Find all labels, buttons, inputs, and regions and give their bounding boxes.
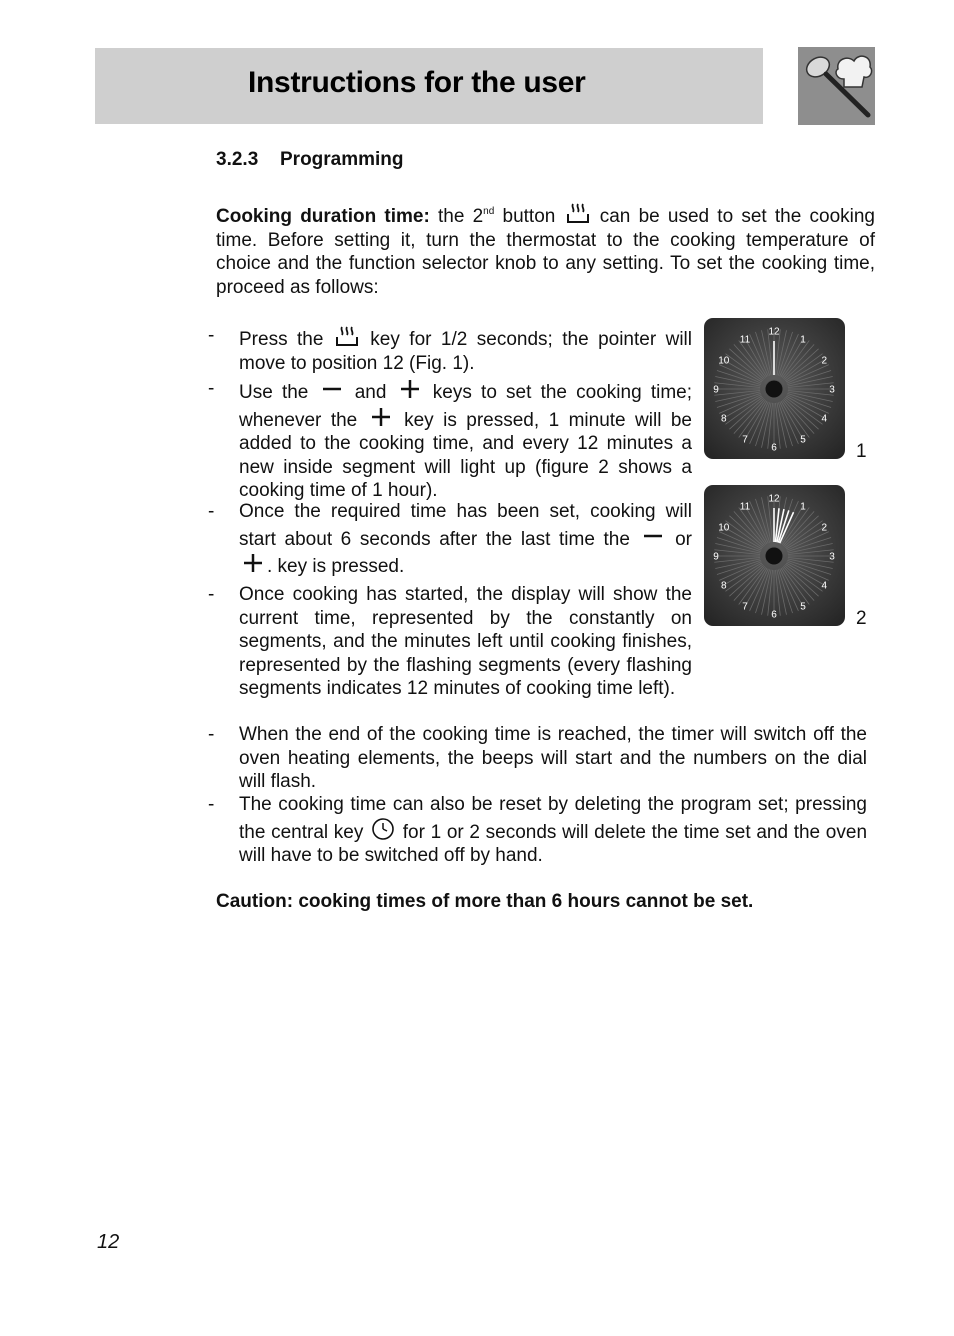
ordinal-suffix: nd xyxy=(483,206,495,217)
list-item xyxy=(208,793,868,868)
dial-segment xyxy=(788,557,834,562)
list-item xyxy=(208,583,692,701)
dial-number: 5 xyxy=(800,601,806,613)
dial-segment xyxy=(782,340,809,377)
minus-icon xyxy=(641,524,665,548)
dial-segment xyxy=(788,559,833,569)
dial-number: 1 xyxy=(800,334,806,346)
intro-paragraph xyxy=(216,201,875,299)
dial-segment xyxy=(785,354,822,381)
item-text: Press the xyxy=(239,329,333,350)
item-text: for 1 or 2 seconds will delete the time set and the oven will have to be switched off by hand. xyxy=(239,821,868,866)
intro-text: the 2 xyxy=(429,206,484,227)
item-text: When the end of the cooking time is reached, the timer will switch off the oven heating elements, the beeps will start and the numbers on the dial will flash. xyxy=(239,724,867,792)
item-text: Once cooking has started, the display will show the current time, represented by the constantly on segments, and the minutes left until cooking finishes, represented by the flashing segments (every flashing segments indicates 12 minutes of cooking time left). xyxy=(239,584,692,699)
item-text: or xyxy=(666,528,692,550)
dial-number: 3 xyxy=(829,384,835,396)
dial-number: 8 xyxy=(720,580,727,592)
figure-label: 1 xyxy=(856,441,867,462)
dial-segment xyxy=(725,564,762,591)
list-dash: - xyxy=(208,378,215,399)
plus-icon xyxy=(369,405,393,429)
figure-label: 2 xyxy=(856,608,867,629)
dial-segment xyxy=(714,390,760,395)
dial-number: 1 xyxy=(800,501,806,513)
dial-segment xyxy=(785,564,822,591)
list-item xyxy=(208,723,867,794)
page-title: Instructions for the user xyxy=(248,66,586,99)
list-item xyxy=(208,324,692,375)
timer-dial-figure-1 xyxy=(704,318,845,459)
dial-number: 10 xyxy=(718,355,730,367)
intro-text: can be used to set the cooking time. Before setting it, turn the thermostat to the cooking temperature of choice and the function selector knob to any setting. To set the cooking time, proceed as follows: xyxy=(216,206,875,298)
dial-segment xyxy=(715,377,760,387)
intro-text: button xyxy=(494,206,564,227)
list-item xyxy=(208,500,692,579)
dial-segment xyxy=(739,567,766,604)
item-text: . key is pressed. xyxy=(267,556,405,577)
list-item xyxy=(208,377,693,503)
minus-icon xyxy=(320,377,344,401)
timer-dial-figure-2 xyxy=(704,485,845,626)
item-text: The cooking time can also be reset by deleting the program set; pressing the central key xyxy=(239,794,867,843)
dial-segment xyxy=(762,570,772,615)
dial-segment xyxy=(725,397,762,424)
item-text: Once the required time has been set, cooking will start about 6 seconds after the last time the xyxy=(239,501,692,550)
dial-segment xyxy=(788,390,834,395)
dial-segment xyxy=(785,521,822,548)
dial-number: 9 xyxy=(713,384,719,396)
dial-number: 10 xyxy=(718,522,730,534)
dial-segment xyxy=(777,570,787,615)
list-dash: - xyxy=(208,724,215,745)
dial-number: 2 xyxy=(821,355,828,367)
dial-segment xyxy=(715,559,760,569)
item-text: Use the xyxy=(239,382,318,403)
dial-segment xyxy=(782,567,809,604)
dial-segment xyxy=(714,550,760,555)
dial-segment xyxy=(788,550,834,555)
dial-number: 8 xyxy=(720,413,727,425)
plus-icon xyxy=(398,377,422,401)
dial-number: 12 xyxy=(768,493,780,505)
page-number: 12 xyxy=(97,1231,120,1253)
dial-segment xyxy=(788,377,833,387)
section-title: Programming xyxy=(280,149,404,170)
dial-segment xyxy=(739,507,766,544)
item-text: keys to set the cooking time; whenever the xyxy=(239,382,693,431)
section-heading xyxy=(216,149,404,171)
cooking-duration-icon xyxy=(335,324,359,348)
dial-number: 11 xyxy=(739,334,751,346)
item-text: and xyxy=(345,382,396,403)
dial-number: 6 xyxy=(771,442,777,454)
dial-number: 6 xyxy=(771,609,777,621)
dial-number: 2 xyxy=(821,522,828,534)
dial-segment xyxy=(762,403,772,448)
item-text: key is pressed, 1 minute will be added to the cooking time, and every 12 minutes a new inside segment will light up (figure 2 shows a cooking time of 1 hour). xyxy=(239,409,692,501)
dial-segment xyxy=(739,400,766,437)
timer-dial-svg xyxy=(704,318,845,459)
dial-segment xyxy=(788,392,833,402)
list-dash: - xyxy=(208,501,215,522)
dial-number: 4 xyxy=(821,413,828,425)
dial-segment xyxy=(782,400,809,437)
list-dash: - xyxy=(208,584,215,605)
dial-segment xyxy=(788,383,834,388)
list-dash: - xyxy=(208,794,215,815)
dial-number: 11 xyxy=(739,501,751,513)
dial-segment xyxy=(715,544,760,554)
dial-segment xyxy=(788,544,833,554)
dial-number: 5 xyxy=(800,434,806,446)
dial-segment xyxy=(782,507,809,544)
timer-dial-svg xyxy=(704,485,845,626)
dial-number: 7 xyxy=(742,601,748,613)
dial-number: 7 xyxy=(742,434,748,446)
dial-segment xyxy=(785,397,822,424)
caution-note: Caution: cooking times of more than 6 hours cannot be set. xyxy=(216,891,754,912)
list-dash: - xyxy=(208,325,215,346)
clock-icon xyxy=(371,817,395,841)
dial-number: 4 xyxy=(821,580,828,592)
dial-segment xyxy=(739,340,766,377)
dial-segment xyxy=(725,521,762,548)
dial-segment xyxy=(725,354,762,381)
dial-number: 9 xyxy=(713,551,719,563)
dial-segment xyxy=(777,403,787,448)
section-number: 3.2.3 xyxy=(216,149,259,170)
plus-icon xyxy=(241,551,265,575)
item-text: key for 1/2 seconds; the pointer will move to position 12 (Fig. 1). xyxy=(239,329,692,374)
dial-segment xyxy=(714,383,760,388)
dial-segment xyxy=(714,557,760,562)
dial-number: 12 xyxy=(768,326,780,338)
dial-segment xyxy=(715,392,760,402)
intro-label: Cooking duration time: xyxy=(216,206,430,227)
chef-hat-spoon-icon xyxy=(798,47,875,125)
cooking-duration-icon xyxy=(566,201,590,225)
dial-number: 3 xyxy=(829,551,835,563)
